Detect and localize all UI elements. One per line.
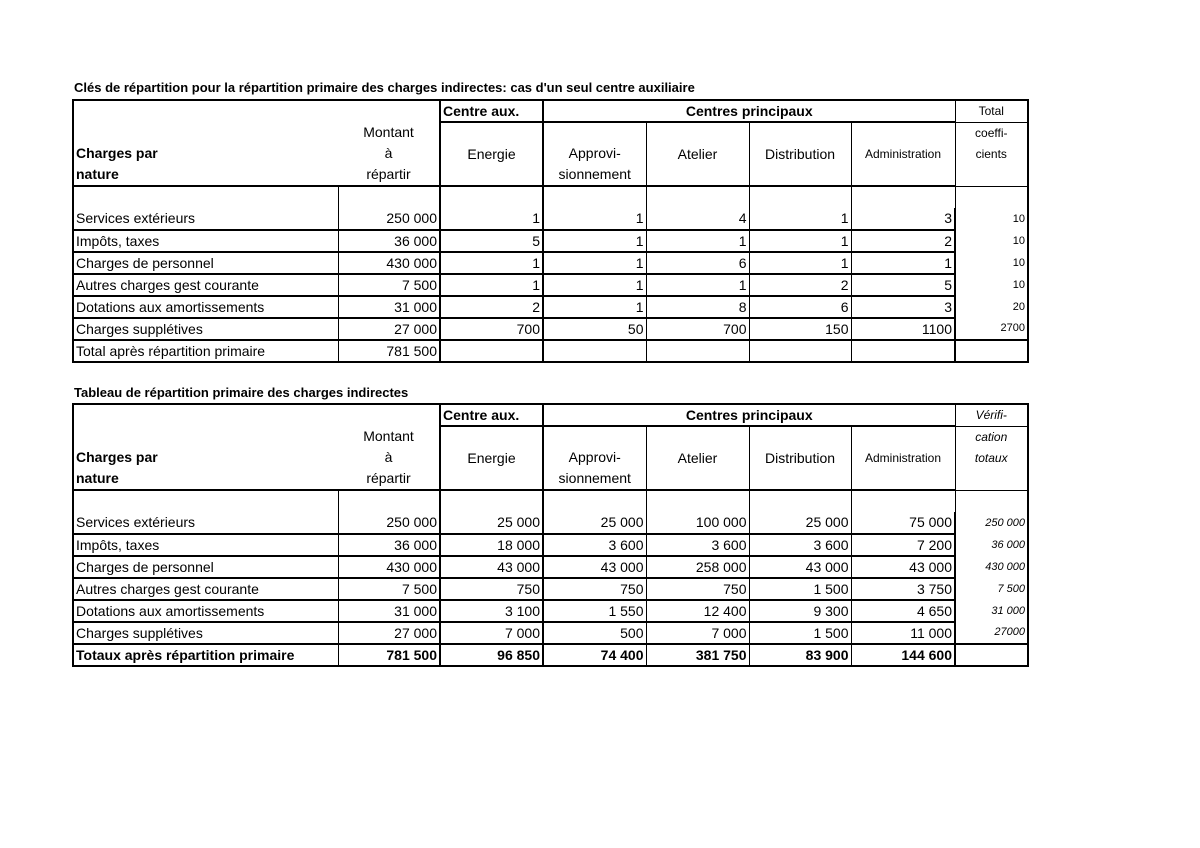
row-atelier: 7 000: [646, 622, 749, 644]
spacer-cell: [851, 186, 955, 208]
spacer-cell: [851, 490, 955, 512]
row-distribution: 6: [749, 296, 851, 318]
row-admin: 11 000: [851, 622, 955, 644]
group-aux-header: Centre aux.: [440, 404, 543, 426]
empty-cell: [955, 644, 1028, 666]
row-montant: 36 000: [338, 230, 440, 252]
col-nature-line1: Charges par: [76, 449, 158, 465]
total-distribution: 83 900: [749, 644, 851, 666]
spacer-cell: [73, 490, 338, 512]
row-energie: 25 000: [440, 512, 543, 534]
table-row: [73, 230, 1028, 252]
row-montant: 250 000: [338, 208, 440, 230]
col-distribution-header: Distribution: [749, 426, 851, 490]
empty-cell: [543, 340, 646, 362]
row-distribution: 25 000: [749, 512, 851, 534]
col-admin-header: Administration: [851, 426, 955, 490]
row-verif: 31 000: [955, 600, 1028, 622]
table-row: [73, 600, 1028, 622]
spacer-cell: [338, 490, 440, 512]
row-distribution: 2: [749, 274, 851, 296]
col-montant-line1: Montant: [363, 428, 414, 444]
col-nature-line2: nature: [76, 166, 119, 182]
row-distribution: 1: [749, 208, 851, 230]
row-label: Services extérieurs: [73, 208, 338, 230]
col-nature-line1: Charges par: [76, 145, 158, 161]
col-appro-line2: sionnement: [558, 166, 631, 182]
spacer-cell: [646, 186, 749, 208]
col-appro-header: [543, 426, 646, 490]
row-atelier: 700: [646, 318, 749, 340]
col-nature-header: [73, 122, 338, 186]
col-total-header: [955, 122, 1028, 186]
col-energie-header: Energie: [440, 122, 543, 186]
row-label: Autres charges gest courante: [73, 578, 338, 600]
table-row-total: [73, 340, 1028, 362]
row-montant: 31 000: [338, 296, 440, 318]
total-montant: 781 500: [338, 644, 440, 666]
row-atelier: 750: [646, 578, 749, 600]
row-admin: 7 200: [851, 534, 955, 556]
table-row: [73, 318, 1028, 340]
row-atelier: 3 600: [646, 534, 749, 556]
row-energie: 3 100: [440, 600, 543, 622]
row-label: Charges supplétives: [73, 318, 338, 340]
spacer-cell: [749, 186, 851, 208]
empty-cell: [440, 340, 543, 362]
row-energie: 18 000: [440, 534, 543, 556]
total-label: Totaux après répartition primaire: [73, 644, 338, 666]
total-appro: 74 400: [543, 644, 646, 666]
row-montant: 250 000: [338, 512, 440, 534]
row-atelier: 4: [646, 208, 749, 230]
row-atelier: 258 000: [646, 556, 749, 578]
row-atelier: 100 000: [646, 512, 749, 534]
row-label: Impôts, taxes: [73, 534, 338, 556]
row-admin: 1100: [851, 318, 955, 340]
row-label: Autres charges gest courante: [73, 274, 338, 296]
row-appro: 1: [543, 274, 646, 296]
group-principal-header: Centres principaux: [543, 404, 955, 426]
total-montant: 781 500: [338, 340, 440, 362]
row-verif: 7 500: [955, 578, 1028, 600]
spacer-cell: [955, 186, 1028, 208]
header-blank: [73, 404, 338, 426]
row-atelier: 12 400: [646, 600, 749, 622]
row-verif: 27000: [955, 622, 1028, 644]
spacer-cell: [543, 186, 646, 208]
table-row: [73, 296, 1028, 318]
col-montant-line2: à: [384, 145, 393, 161]
empty-cell: [646, 340, 749, 362]
row-montant: 36 000: [338, 534, 440, 556]
row-montant: 27 000: [338, 318, 440, 340]
row-appro: 1: [543, 208, 646, 230]
row-energie: 2: [440, 296, 543, 318]
table-row: [73, 622, 1028, 644]
row-appro: 500: [543, 622, 646, 644]
row-montant: 27 000: [338, 622, 440, 644]
row-appro: 25 000: [543, 512, 646, 534]
row-distribution: 43 000: [749, 556, 851, 578]
col-energie-header: Energie: [440, 426, 543, 490]
col-appro-line1: Approvi-: [568, 145, 621, 161]
row-distribution: 150: [749, 318, 851, 340]
row-label: Charges de personnel: [73, 252, 338, 274]
row-energie: 1: [440, 252, 543, 274]
col-admin-header: Administration: [851, 122, 955, 186]
group-aux-header: Centre aux.: [440, 100, 543, 122]
row-montant: 430 000: [338, 556, 440, 578]
group-principal-header: Centres principaux: [543, 100, 955, 122]
row-label: Dotations aux amortissements: [73, 600, 338, 622]
col-montant-line2: à: [384, 449, 393, 465]
spacer-cell: [73, 186, 338, 208]
table-row: [73, 274, 1028, 296]
col-appro-header: [543, 122, 646, 186]
row-admin: 2: [851, 230, 955, 252]
row-distribution: 1: [749, 252, 851, 274]
row-total: 10: [955, 230, 1028, 252]
row-verif: 250 000: [955, 512, 1028, 534]
row-admin: 1: [851, 252, 955, 274]
total-label: Total après répartition primaire: [73, 340, 338, 362]
row-appro: 1 550: [543, 600, 646, 622]
row-atelier: 6: [646, 252, 749, 274]
total-atelier: 381 750: [646, 644, 749, 666]
row-montant: 31 000: [338, 600, 440, 622]
spacer-cell: [440, 490, 543, 512]
row-energie: 1: [440, 208, 543, 230]
col-total-header-1: Total: [955, 100, 1028, 122]
row-distribution: 1: [749, 230, 851, 252]
table2-title: Tableau de répartition primaire des charges indirectes: [74, 385, 409, 400]
spacer-cell: [440, 186, 543, 208]
row-distribution: 1 500: [749, 622, 851, 644]
table-row: [73, 252, 1028, 274]
row-energie: 5: [440, 230, 543, 252]
header-blank: [73, 100, 338, 122]
col-montant-header: [338, 426, 440, 490]
table-row: [73, 208, 1028, 230]
row-appro: 50: [543, 318, 646, 340]
row-atelier: 8: [646, 296, 749, 318]
row-atelier: 1: [646, 230, 749, 252]
table-row: [73, 578, 1028, 600]
row-appro: 1: [543, 230, 646, 252]
table1-title: Clés de répartition pour la répartition primaire des charges indirectes: cas d'un seul centre auxiliaire: [74, 80, 695, 95]
col-verif-line2: cation: [975, 429, 1008, 444]
col-verif-header-1: Vérifi-: [955, 404, 1028, 426]
total-admin: 144 600: [851, 644, 955, 666]
row-montant: 7 500: [338, 578, 440, 600]
col-montant-line3: répartir: [366, 166, 411, 182]
row-admin: 3: [851, 296, 955, 318]
table-row: [73, 534, 1028, 556]
row-label: Charges supplétives: [73, 622, 338, 644]
col-nature-line2: nature: [76, 470, 119, 486]
row-verif: 36 000: [955, 534, 1028, 556]
col-atelier-header: Atelier: [646, 426, 749, 490]
col-verif-header: [955, 426, 1028, 490]
col-atelier-header: Atelier: [646, 122, 749, 186]
row-atelier: 1: [646, 274, 749, 296]
row-total: 20: [955, 296, 1028, 318]
row-appro: 3 600: [543, 534, 646, 556]
header-blank: [338, 100, 440, 122]
row-appro: 1: [543, 252, 646, 274]
row-appro: 1: [543, 296, 646, 318]
spacer-cell: [955, 490, 1028, 512]
row-admin: 3 750: [851, 578, 955, 600]
row-total: 10: [955, 208, 1028, 230]
spacer-cell: [749, 490, 851, 512]
col-total-line2: coeffi-: [975, 125, 1008, 140]
col-montant-line3: répartir: [366, 470, 411, 486]
row-label: Dotations aux amortissements: [73, 296, 338, 318]
table2-distribution: [72, 403, 1029, 667]
row-verif: 430 000: [955, 556, 1028, 578]
empty-cell: [851, 340, 955, 362]
row-energie: 43 000: [440, 556, 543, 578]
total-energie: 96 850: [440, 644, 543, 666]
col-verif-line3: totaux: [974, 450, 1008, 465]
table-row: [73, 512, 1028, 534]
row-appro: 750: [543, 578, 646, 600]
row-total: 2700: [955, 318, 1028, 340]
row-admin: 3: [851, 208, 955, 230]
row-admin: 43 000: [851, 556, 955, 578]
table1-keys: [72, 99, 1029, 363]
col-appro-line1: Approvi-: [568, 449, 621, 465]
table-row-total: [73, 644, 1028, 666]
col-distribution-header: Distribution: [749, 122, 851, 186]
row-energie: 7 000: [440, 622, 543, 644]
empty-cell: [749, 340, 851, 362]
row-distribution: 3 600: [749, 534, 851, 556]
row-label: Impôts, taxes: [73, 230, 338, 252]
row-energie: 1: [440, 274, 543, 296]
header-blank: [338, 404, 440, 426]
row-admin: 75 000: [851, 512, 955, 534]
col-nature-header: [73, 426, 338, 490]
row-admin: 4 650: [851, 600, 955, 622]
col-montant-line1: Montant: [363, 124, 414, 140]
col-montant-header: [338, 122, 440, 186]
row-admin: 5: [851, 274, 955, 296]
col-appro-line2: sionnement: [558, 470, 631, 486]
spacer-cell: [338, 186, 440, 208]
row-appro: 43 000: [543, 556, 646, 578]
row-total: 10: [955, 274, 1028, 296]
row-label: Services extérieurs: [73, 512, 338, 534]
col-total-line3: cients: [975, 146, 1007, 161]
row-energie: 750: [440, 578, 543, 600]
row-energie: 700: [440, 318, 543, 340]
row-label: Charges de personnel: [73, 556, 338, 578]
row-total: 10: [955, 252, 1028, 274]
row-montant: 430 000: [338, 252, 440, 274]
spacer-cell: [543, 490, 646, 512]
row-distribution: 1 500: [749, 578, 851, 600]
table-row: [73, 556, 1028, 578]
row-montant: 7 500: [338, 274, 440, 296]
empty-cell: [955, 340, 1028, 362]
row-distribution: 9 300: [749, 600, 851, 622]
spacer-cell: [646, 490, 749, 512]
